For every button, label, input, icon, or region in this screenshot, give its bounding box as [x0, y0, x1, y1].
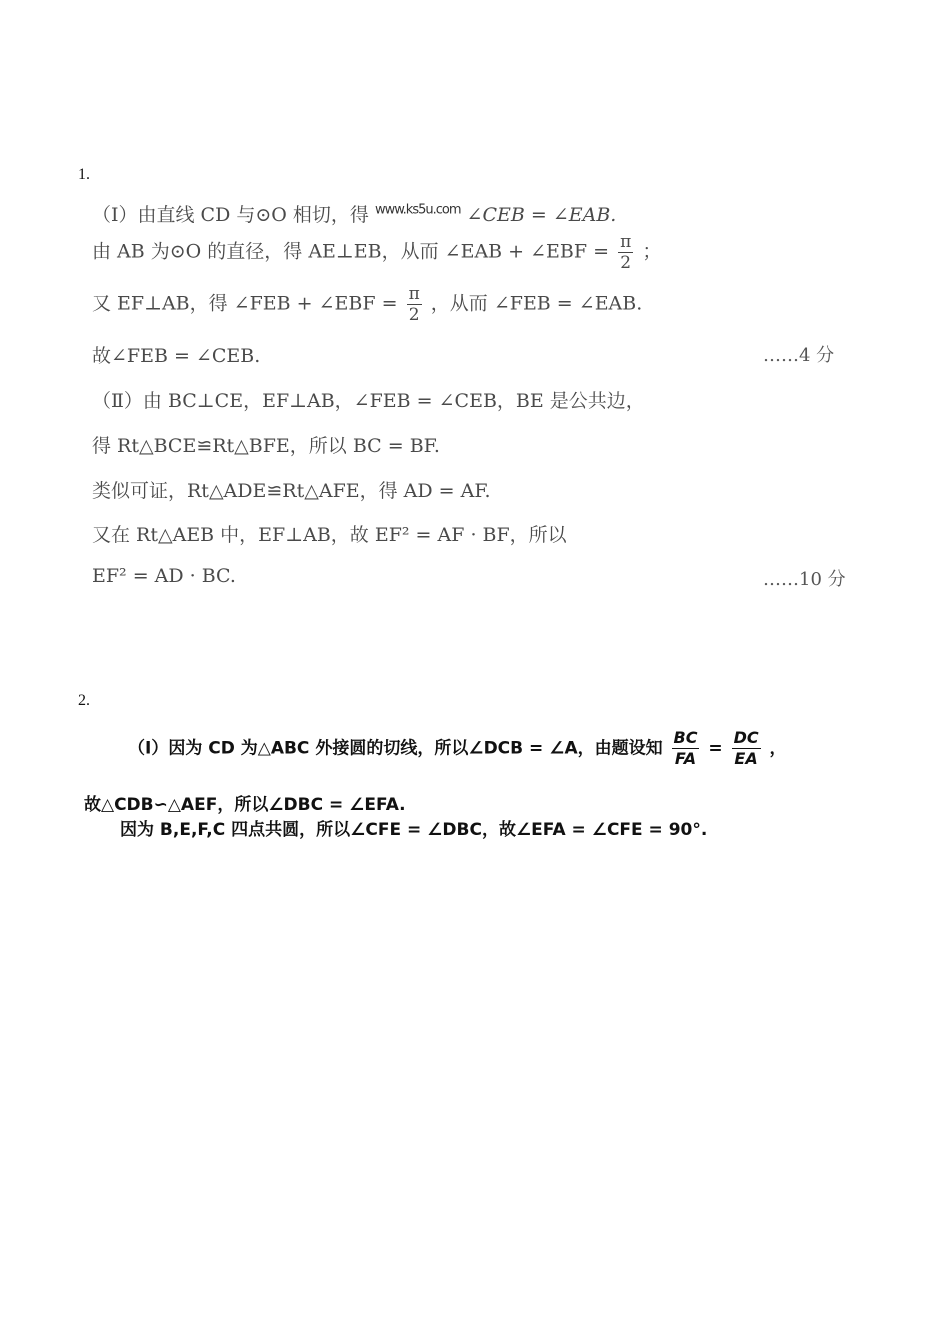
fraction-numerator: π [408, 284, 420, 304]
fraction-denominator: FA [672, 748, 700, 769]
fraction-numerator: BC [673, 728, 698, 747]
p1-line-1-end: ∠CEB = ∠EAB. [466, 204, 617, 226]
fraction-denominator: EA [732, 748, 761, 769]
fraction-numerator: π [620, 232, 632, 252]
fraction-denominator: 2 [618, 252, 633, 273]
p2-line-3: 因为 B,E,F,C 四点共圆，所以∠CFE = ∠DBC，故∠EFA = ∠CFE = 90°. [120, 820, 708, 840]
p1-line-9: EF² = AD · BC. [92, 565, 236, 587]
p1-line-2-text: 由 AB 为⊙O 的直径，得 AE⊥EB，从而 ∠EAB + ∠EBF = [92, 240, 610, 263]
p1-line-3 [92, 284, 642, 325]
problem-1-number: 1. [78, 166, 90, 183]
fraction-numerator: DC [733, 728, 759, 747]
score-10-points: ……10 分 [763, 569, 846, 590]
bc-over-fa-fraction [672, 728, 700, 769]
p2-line-1-end: ， [769, 738, 787, 759]
dc-over-ea-fraction [732, 728, 761, 769]
p1-line-4: 故∠FEB = ∠CEB. [92, 345, 261, 367]
equals-sign: = [708, 738, 723, 759]
p1-line-5: （Ⅱ）由 BC⊥CE，EF⊥AB，∠FEB = ∠CEB，BE 是公共边， [92, 390, 645, 412]
p2-line-1 [128, 728, 787, 769]
problem-2-number: 2. [78, 692, 90, 709]
watermark-text: www.ks5u.com [374, 202, 461, 218]
p2-line-2: 故△CDB∽△AEF，所以∠DBC = ∠EFA. [84, 795, 406, 815]
score-4-points: ……4 分 [763, 345, 835, 366]
fraction-denominator: 2 [407, 304, 422, 325]
p1-line-1 [92, 200, 616, 227]
pi-over-2-fraction [407, 284, 422, 325]
pi-over-2-fraction [618, 232, 633, 273]
p1-line-3-text: 又 EF⊥AB，得 ∠FEB + ∠EBF = [92, 292, 398, 315]
p1-line-7: 类似可证，Rt△ADE≌Rt△AFE，得 AD = AF. [92, 480, 491, 502]
p2-line-1-text: （Ⅰ）因为 CD 为△ABC 外接圆的切线，所以∠DCB = ∠A，由题设知 [128, 738, 663, 759]
p1-line-2-end: ； [642, 240, 662, 263]
p1-line-6: 得 Rt△BCE≌Rt△BFE，所以 BC = BF. [92, 435, 440, 457]
p1-line-1-text: （Ⅰ）由直线 CD 与⊙O 相切，得 [92, 204, 369, 226]
p1-line-3-end: ，从而 ∠FEB = ∠EAB. [430, 292, 643, 315]
p1-line-8: 又在 Rt△AEB 中，EF⊥AB，故 EF² = AF · BF，所以 [92, 524, 567, 546]
p1-line-2 [92, 232, 661, 273]
